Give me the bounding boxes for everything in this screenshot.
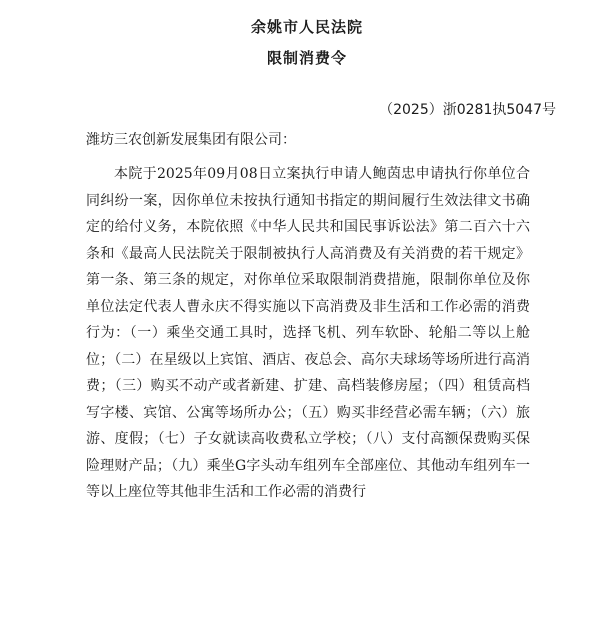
case-number: （2025）浙0281执5047号	[379, 102, 556, 118]
body-paragraph: 本院于2025年09月08日立案执行申请人鲍茵忠申请执行你单位合同纠纷一案，因你单位未按执行通知书指定的期间履行生效法律文书确定的给付义务，本院依照《中华人民共和国民事诉讼法》第二百六十六条和《最高人民法院关于限制被执行人高消费及有关消费的若干规定》第一条、第三条的规定，对你单位采取限制消费措施，限制你单位及你单位法定代表人曹永庆不得实施以下高消费及非生活和工作必需的消费行为：（一）乘坐交通工具时，选择飞机、列车软卧、轮船二等以上舱位；（二）在星级以上宾馆、酒店、夜总会、高尔夫球场等场所进行高消费；（三）购买不动产或者新建、扩建、高档装修房屋；（四）租赁高档写字楼、宾馆、公寓等场所办公；（五）购买非经营必需车辆；（六）旅游、度假；（七）子女就读高收费私立学校；（八）支付高额保费购买保险理财产品；（九）乘坐G字头动车组列车全部座位、其他动车组列车一等以上座位等其他非生活和工作必需的消费行	[86, 166, 530, 500]
addressee: 潍坊三农创新发展集团有限公司：	[86, 132, 296, 148]
document-title: 限制消费令	[266, 49, 347, 67]
court-name: 余姚市人民法院	[250, 18, 363, 36]
